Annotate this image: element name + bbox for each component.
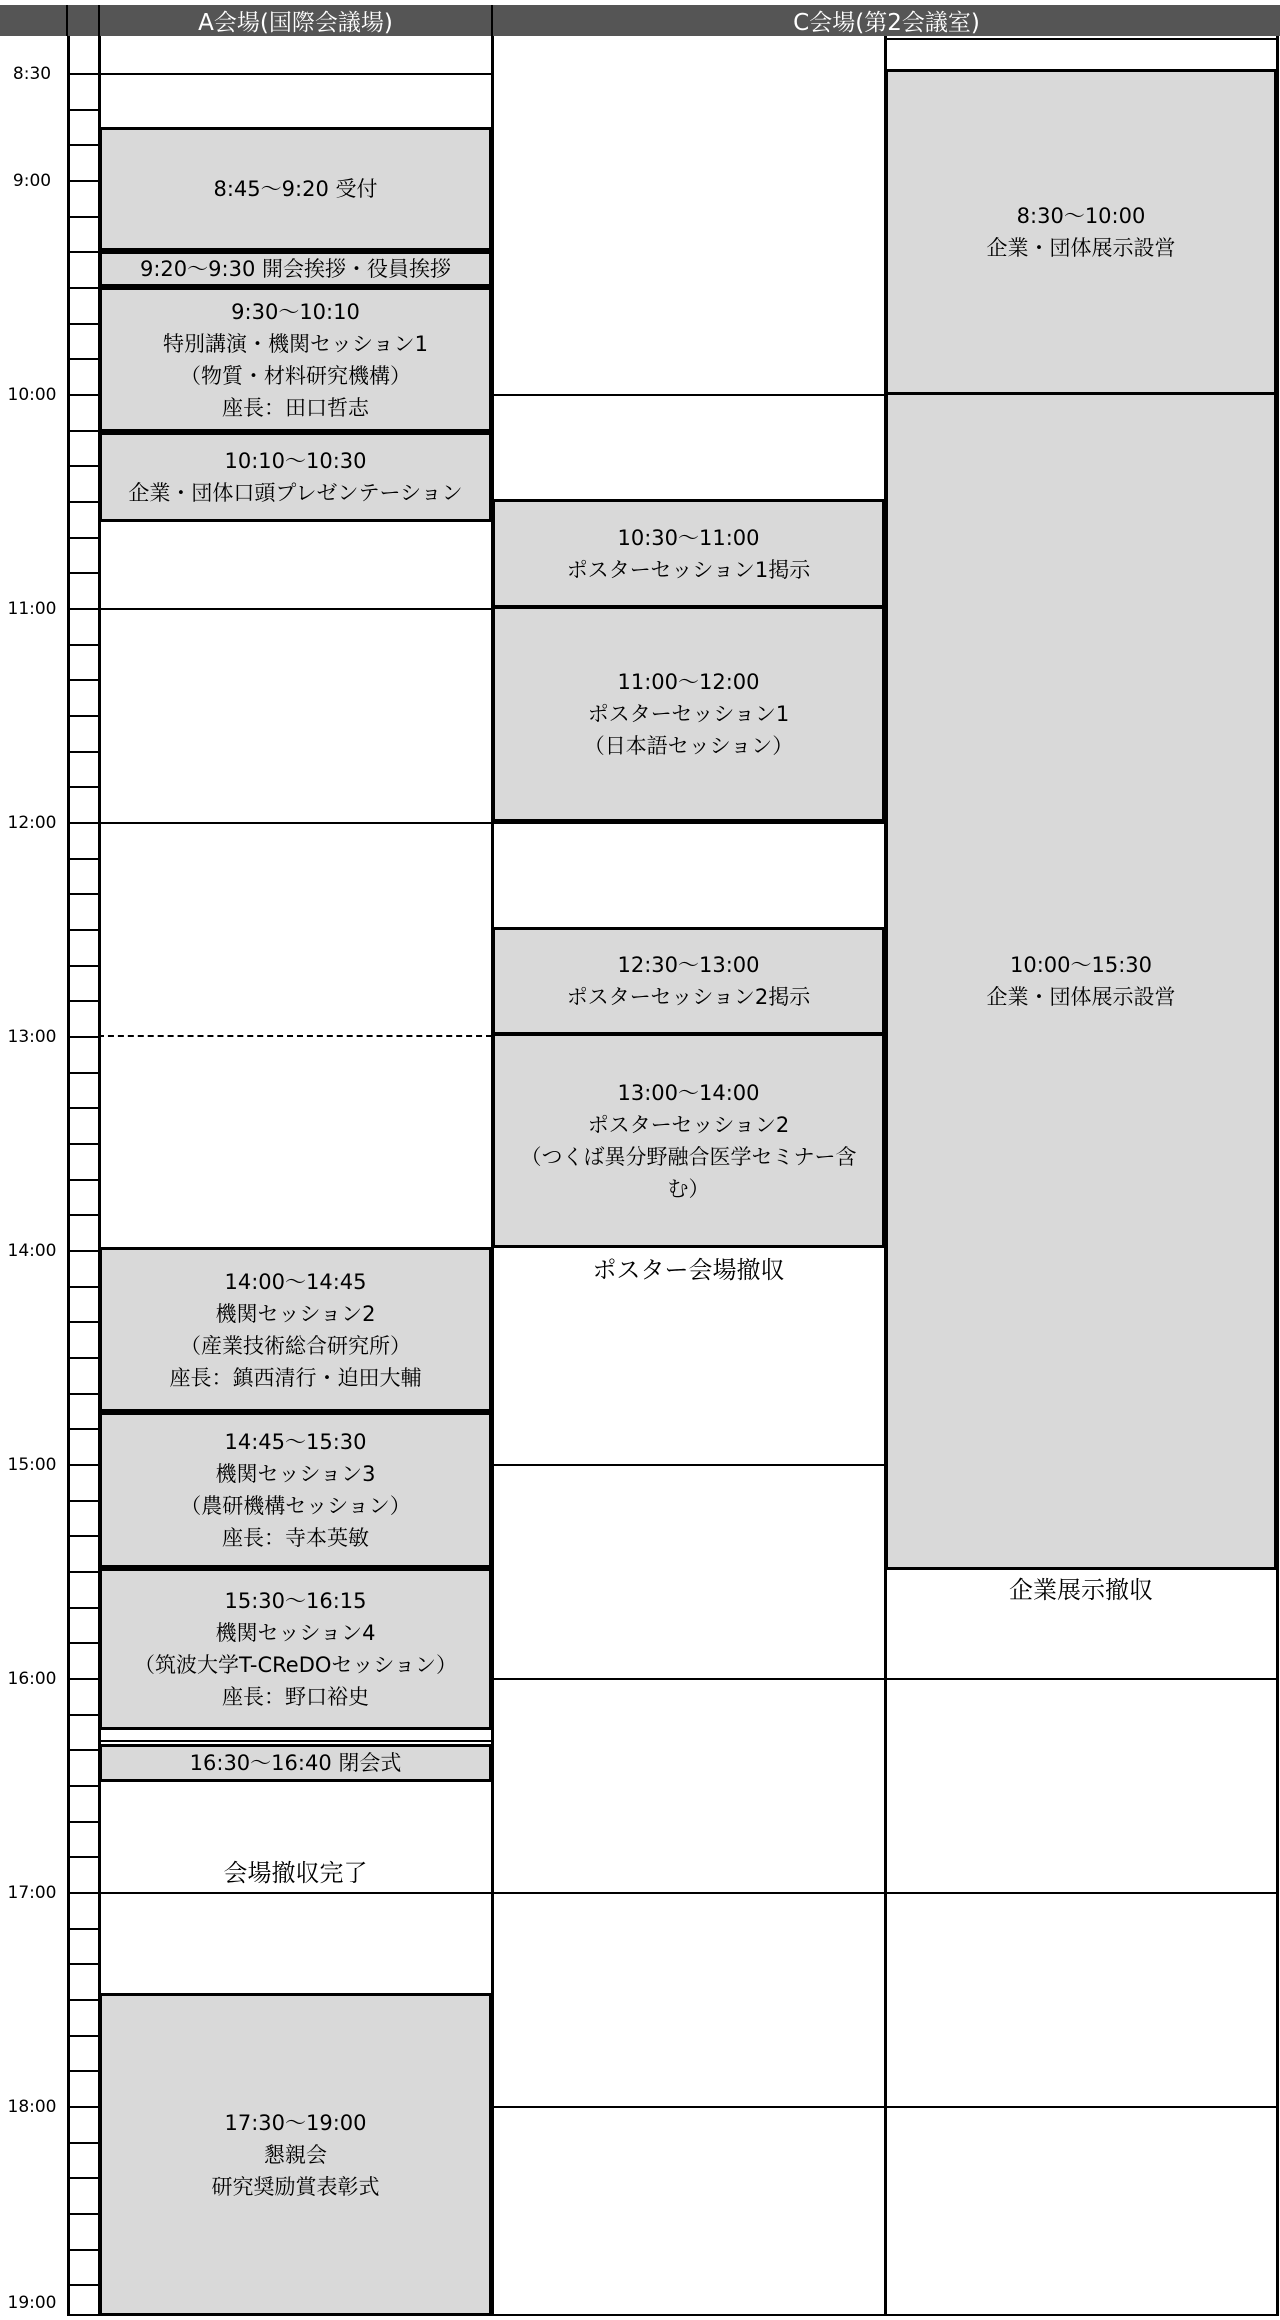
- tick-mark: [68, 1535, 98, 1537]
- session3-chair: 座長：寺本英敏: [222, 1526, 369, 1550]
- time-label-1700: 17:00: [0, 1884, 64, 1902]
- tick-mark: [68, 73, 98, 75]
- session2-org: （産業技術総合研究所）: [180, 1333, 411, 1358]
- c-line-1600: [492, 1678, 1278, 1680]
- setup1-title: 企業・団体展示設営: [986, 236, 1176, 260]
- tick-mark: [68, 1428, 98, 1430]
- time-label-1500: 15:00: [0, 1456, 64, 1474]
- c-exhibit-teardown: 企業展示撤収: [1009, 1576, 1153, 1604]
- tick-mark: [68, 537, 98, 539]
- tick-mark: [68, 822, 98, 824]
- session2-time: 14:00～14:45: [224, 1269, 367, 1294]
- closing-text: 16:30～16:40 閉会式: [189, 1751, 402, 1775]
- tick-mark: [68, 1250, 98, 1252]
- tick-mark: [68, 1749, 98, 1751]
- poster1-post-title: ポスターセッション1掲示: [566, 557, 811, 582]
- tick-mark: [68, 1999, 98, 2001]
- corp-time: 10:10～10:30: [224, 449, 367, 473]
- time-label-0830: 8:30: [0, 65, 64, 83]
- c-exhibit-setup1: [885, 69, 1277, 395]
- tick-mark: [68, 858, 98, 860]
- tick-mark: [68, 929, 98, 931]
- tick-mark: [68, 109, 98, 111]
- time-label-1600: 16:00: [0, 1670, 64, 1688]
- tick-mark: [68, 1107, 98, 1109]
- c-exhibit-top-line: [885, 38, 1277, 40]
- a-hall-session4: [99, 1568, 492, 1730]
- party-title: 懇親会: [264, 2142, 327, 2167]
- tick-mark: [68, 394, 98, 396]
- a-hall-line-1100: [98, 608, 492, 610]
- time-label-1400: 14:00: [0, 1242, 64, 1260]
- tick-mark: [68, 715, 98, 717]
- poster2-time: 13:00～14:00: [617, 1080, 760, 1105]
- c-poster1-posting: [492, 499, 885, 608]
- tick-mark: [68, 1072, 98, 1074]
- poster1-sub: （日本語セッション）: [583, 734, 794, 758]
- tick-mark: [68, 465, 98, 467]
- session2-chair: 座長：鎮西清行・迫田大輔: [169, 1365, 422, 1390]
- time-label-1300: 13:00: [0, 1028, 64, 1046]
- session3-title: 機関セッション3: [215, 1462, 376, 1486]
- tick-mark: [68, 2249, 98, 2251]
- tick-mark: [68, 144, 98, 146]
- a-hall-session3: [99, 1412, 492, 1568]
- tick-mark: [68, 358, 98, 360]
- a-hall-line-after-session4: [98, 1740, 492, 1742]
- tick-mark: [68, 501, 98, 503]
- session4-title: 機関セッション4: [215, 1621, 376, 1645]
- setup2-title: 企業・団体展示設営: [986, 985, 1176, 1009]
- session4-chair: 座長：野口裕史: [222, 1685, 369, 1709]
- special-time: 9:30～10:10: [231, 299, 360, 324]
- poster2-sub: （つくば異分野融合医学セミナー含: [520, 1144, 857, 1169]
- c-poster-line-1200: [492, 822, 885, 824]
- party-award: 研究奨励賞表彰式: [211, 2174, 380, 2199]
- time-label-1900: 19:00: [0, 2294, 64, 2312]
- tick-mark: [68, 1321, 98, 1323]
- tick-mark: [68, 1892, 98, 1894]
- a-hall-reception-party: [99, 1993, 492, 2316]
- time-label-1200: 12:00: [0, 814, 64, 832]
- setup2-time: 10:00～15:30: [1009, 953, 1153, 977]
- session4-org: （筑波大学T-CReDOセッション）: [134, 1653, 457, 1677]
- tick-mark: [68, 2177, 98, 2179]
- tick-mark: [68, 1393, 98, 1395]
- tick-mark: [68, 2106, 98, 2108]
- tick-mark: [68, 1464, 98, 1466]
- tick-mark: [68, 2213, 98, 2215]
- poster2-post-title: ポスターセッション2掲示: [566, 985, 811, 1009]
- opening-text: 9:20～9:30 開会挨拶・役員挨拶: [140, 257, 451, 281]
- tick-mark: [68, 1642, 98, 1644]
- tick-mark: [68, 1000, 98, 1002]
- tick-mark: [68, 323, 98, 325]
- session2-title: 機関セッション2: [215, 1301, 376, 1326]
- poster1-time: 11:00～12:00: [617, 670, 760, 694]
- c-poster2-posting: [492, 927, 885, 1035]
- poster2-title: ポスターセッション2: [587, 1112, 790, 1137]
- a-hall-line-1200: [98, 822, 492, 824]
- tick-mark: [68, 1963, 98, 1965]
- tick-mark: [68, 572, 98, 574]
- c-poster-session2: [492, 1033, 885, 1248]
- tick-col-left-border: [67, 36, 70, 2316]
- corp-title: 企業・団体口頭プレゼンテーション: [128, 481, 463, 505]
- tick-mark: [68, 1286, 98, 1288]
- tick-mark: [68, 965, 98, 967]
- tick-mark: [68, 1571, 98, 1573]
- party-time: 17:30～19:00: [224, 2110, 367, 2135]
- tick-mark: [68, 1179, 98, 1181]
- c-line-1700: [492, 1892, 1278, 1894]
- tick-mark: [68, 2284, 98, 2286]
- c-poster-line-1000: [492, 394, 885, 396]
- header-a-hall: A会場(国際会議場): [100, 5, 493, 36]
- tick-mark: [68, 251, 98, 253]
- poster2-sub2: む）: [667, 1176, 710, 1201]
- time-label-1000: 10:00: [0, 386, 64, 404]
- tick-mark: [68, 893, 98, 895]
- special-title: 特別講演・機関セッション1: [163, 331, 428, 356]
- tick-mark: [68, 1714, 98, 1716]
- c-poster-teardown: ポスター会場撤収: [592, 1256, 785, 1284]
- tick-mark: [68, 608, 98, 610]
- reception-text: 8:45～9:20 受付: [213, 177, 378, 201]
- c-exhibit-setup2: [885, 392, 1277, 1570]
- tick-mark: [68, 2142, 98, 2144]
- poster1-title: ポスターセッション1: [587, 702, 790, 726]
- tick-mark: [68, 1678, 98, 1680]
- tick-mark: [68, 751, 98, 753]
- tick-mark: [68, 1856, 98, 1858]
- special-chair: 座長：田口哲志: [222, 395, 369, 420]
- header-c-hall: C会場(第2会議室): [493, 5, 1280, 36]
- session3-org: （農研機構セッション）: [180, 1494, 411, 1518]
- tick-mark: [68, 180, 98, 182]
- a-hall-reception: [99, 127, 492, 251]
- a-hall-session2: [99, 1247, 492, 1412]
- a-hall-line-1700: [98, 1892, 492, 1894]
- tick-mark: [68, 1036, 98, 1038]
- a-hall-opening: [99, 251, 492, 287]
- c-line-1800: [492, 2106, 1278, 2108]
- special-org: （物質・材料研究機構）: [180, 363, 411, 388]
- a-hall-corp-presentation: [99, 432, 492, 522]
- header-tick-col: [68, 5, 100, 36]
- tick-mark: [68, 679, 98, 681]
- session3-time: 14:45～15:30: [224, 1430, 367, 1454]
- a-hall-teardown-done: 会場撤収完了: [223, 1859, 368, 1887]
- poster1-post-time: 10:30～11:00: [617, 525, 760, 550]
- session4-time: 15:30～16:15: [224, 1589, 367, 1613]
- a-hall-special-lecture: [99, 287, 492, 432]
- tick-mark: [68, 1928, 98, 1930]
- tick-mark: [68, 1214, 98, 1216]
- c-poster-session1: [492, 606, 885, 822]
- tick-mark: [68, 1143, 98, 1145]
- time-label-0900: 9:00: [0, 172, 64, 190]
- tick-mark: [68, 430, 98, 432]
- tick-mark: [68, 1357, 98, 1359]
- tick-mark: [68, 1500, 98, 1502]
- time-label-1800: 18:00: [0, 2098, 64, 2116]
- time-label-1100: 11:00: [0, 600, 64, 618]
- poster2-post-time: 12:30～13:00: [617, 953, 760, 977]
- tick-mark: [68, 287, 98, 289]
- tick-mark: [68, 2035, 98, 2037]
- tick-mark: [68, 1785, 98, 1787]
- setup1-time: 8:30～10:00: [1016, 204, 1146, 228]
- tick-mark: [68, 786, 98, 788]
- tick-mark: [68, 1607, 98, 1609]
- tick-mark: [68, 644, 98, 646]
- tick-mark: [68, 1821, 98, 1823]
- tick-mark: [68, 216, 98, 218]
- a-hall-closing: [99, 1744, 492, 1782]
- tick-mark: [68, 2070, 98, 2072]
- a-hall-line-0830: [98, 73, 492, 75]
- a-hall-dashed-1300: [98, 1035, 492, 1037]
- header-corner: [0, 5, 68, 36]
